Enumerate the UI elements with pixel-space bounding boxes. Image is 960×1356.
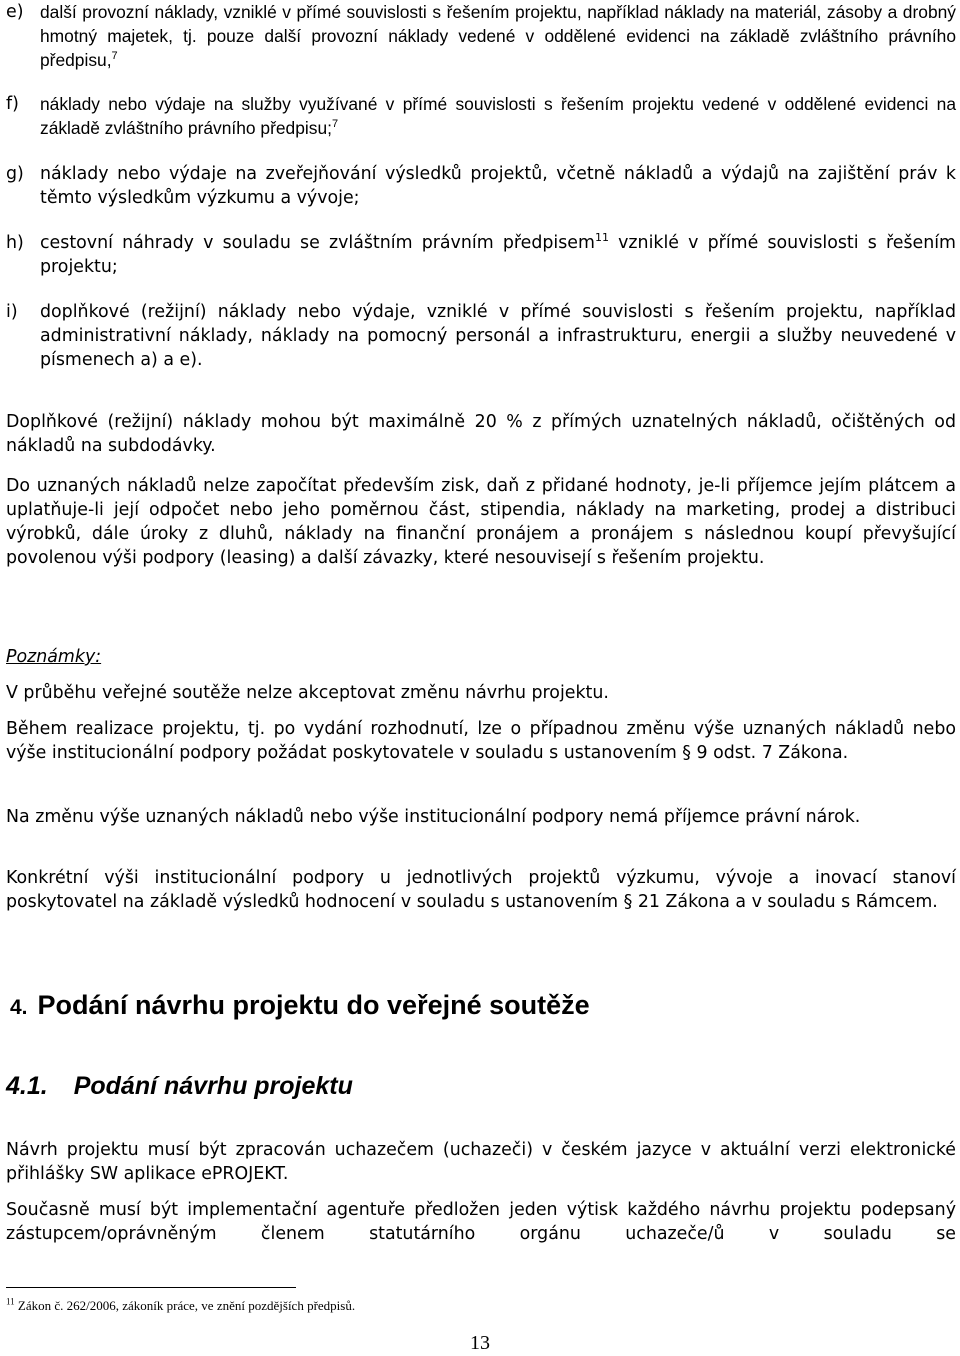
section-heading — [10, 988, 590, 1025]
list-item-g — [6, 162, 956, 210]
list-item-i — [6, 300, 956, 372]
note-3: Na změnu výše uznaných nákladů nebo výše institucionální podpory nemá příjemce právní nárok. — [6, 807, 861, 827]
note-4: Konkrétní výši institucionální podpory u jednotlivých projektů výzkumu, vývoje a inovací stanoví poskytovatel na základě výsledků hodnocení v souladu s ustanovením § 21 Zákona a v souladu s Rámcem. — [6, 868, 956, 912]
list-item-label: f) — [6, 94, 19, 114]
section-number: 4. — [10, 996, 28, 1019]
list-item-label: h) — [6, 233, 24, 253]
subsection-title: Podání návrhu projektu — [73, 1072, 353, 1100]
list-item-label: e) — [6, 2, 24, 22]
subsection-number: 4.1. — [6, 1072, 48, 1100]
list-item-h — [6, 231, 956, 279]
list-item-label: g) — [6, 164, 24, 184]
list-item-text: náklady nebo výdaje na zveřejňování výsledků projektů, včetně nákladů a výdajů na zajištění práv k těmto výsledkům výzkumu a vývoje; — [40, 164, 956, 208]
footnote-mark: 11 — [6, 1296, 15, 1307]
list-item-e — [6, 0, 956, 72]
body-paragraph-2: Současně musí být implementační agentuře předložen jeden výtisk každého návrhu projektu podepsaný zástupcem/oprávněným členem statutárního orgánu uchazeče/ů v souladu se — [6, 1200, 956, 1244]
list-item-f — [6, 92, 956, 140]
list-item-label: i) — [6, 302, 18, 322]
list-item-text: další provozní náklady, vzniklé v přímé souvislosti s řešením projektu, například náklady na materiál, zásoby a drobný hmotný majetek, tj. pouze další provozní náklady vedené v oddělené evidenci na základě zvláštního právního předpisu,$^7$ — [40, 2, 956, 70]
footnote-text: Zákon č. 262/2006, zákoník práce, ve znění pozdějších předpisů. — [14, 1298, 356, 1313]
list-item-text: cestovní náhrady v souladu se zvláštním právním předpisem$^{11}$ vzniklé v přímé souvislosti s řešením projektu; — [40, 231, 956, 277]
footnote-ref: 7 — [111, 50, 118, 63]
note-1: V průběhu veřejné soutěže nelze akceptovat změnu návrhu projektu. — [6, 683, 609, 703]
section-title: Podání návrhu projektu do veřejné soutěže — [37, 990, 590, 1020]
body-paragraph-1: Návrh projektu musí být zpracován uchazečem (uchazeči) v českém jazyce v aktuální verzi elektronické přihlášky SW aplikace ePROJEKT. — [6, 1140, 956, 1184]
footnote-separator — [6, 1287, 296, 1288]
list-item-text: náklady nebo výdaje na služby využívané v přímé souvislosti s řešením projektu vedené v oddělené evidenci na základě zvláštního právního předpisu;$^7$ — [40, 94, 956, 138]
paragraph-overhead: Doplňkové (režijní) náklady mohou být maximálně 20 % z přímých uznatelných nákladů, očištěných od nákladů na subdodávky. — [6, 412, 956, 456]
list-item-text: doplňkové (režijní) náklady nebo výdaje, vzniklé v přímé souvislosti s řešením projektu, například administrativní náklady, náklady na pomocný personál a infrastrukturu, energii a služby neuvedené v písmenech a) a e). — [40, 302, 956, 370]
subsection-heading — [6, 1070, 353, 1102]
footnote-ref: 11 — [594, 231, 609, 245]
note-2: Během realizace projektu, tj. po vydání rozhodnutí, lze o případnou změnu výše uznaných nákladů nebo výše institucionální podpory požádat poskytovatele v souladu s ustanovením § 9 odst. 7 Zákona. — [6, 719, 956, 763]
notes-title: Poznámky: — [6, 647, 102, 667]
footnote — [6, 1298, 355, 1314]
footnote-ref: 7 — [331, 118, 339, 131]
page-number: 13 — [470, 1332, 490, 1354]
paragraph-excluded-costs: Do uznaných nákladů nelze započítat především zisk, daň z přidané hodnoty, je-li příjemce jejím plátcem a uplatňuje-li její odpočet nebo jeho poměrnou část, stipendia, náklady na marketing, prodej a distribuci výrobků, dále úroky z dluhů, náklady na finanční pronájem a pronájem s následnou koupí převyšující povolenou výši podpory (leasing) a další závazky, které nesouvisejí s řešením projektu. — [6, 476, 956, 568]
